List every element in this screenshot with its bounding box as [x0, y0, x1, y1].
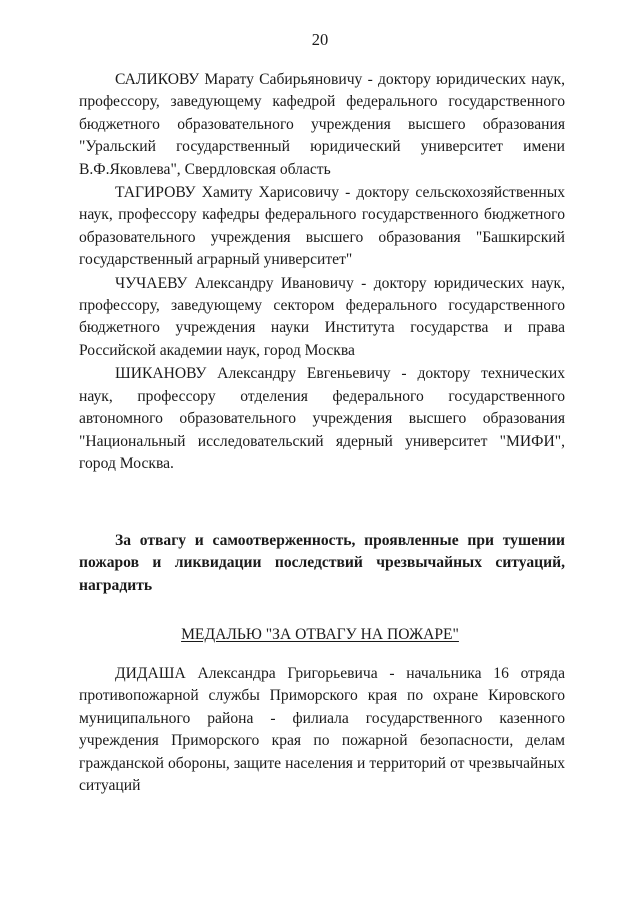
- awardee-list-a: [79, 69, 565, 475]
- awardee-paragraph: САЛИКОВУ Марату Сабирьяновичу - доктору юридических наук, профессору, заведующему кафедрой федерального государственного бюджетного образовательного учреждения высшего образования "Уральский государственный юридический университет имени В.Ф.Яковлева", Свердловская область: [79, 71, 565, 178]
- awardee-paragraph: ЧУЧАЕВУ Александру Ивановичу - доктору юридических наук, профессору, заведующему сектором федерального государственного бюджетного учреждения науки Института государства и права Российской академии наук, город Москва: [79, 274, 565, 359]
- medal-title: [0, 624, 640, 646]
- awardee-list-b: [79, 663, 565, 797]
- medal-title-text: МЕДАЛЬЮ "ЗА ОТВАГУ НА ПОЖАРЕ": [181, 626, 459, 643]
- page-number: 20: [311, 30, 329, 49]
- awardee-paragraph: ШИКАНОВУ Александру Евгеньевичу - доктору технических наук, профессору отделения федерального государственного автономного образовательного учреждения высшего образования "Национальный исследовательский ядерный университет "МИФИ", город Москва.: [79, 365, 565, 472]
- awardee-paragraph: ТАГИРОВУ Хамиту Харисовичу - доктору сельскохозяйственных наук, профессору кафедры федерального государственного бюджетного образовательного учреждения высшего образования "Башкирский государственный аграрный университет": [79, 184, 565, 269]
- awardee-paragraph: ДИДАША Александра Григорьевича - начальника 16 отряда противопожарной службы Приморского края по охране Кировского муниципального района - филиала государственного казенного учреждения Приморского края по пожарной безопасности, делам гражданской обороны, защите населения и территорий от чрезвычайных ситуаций: [79, 665, 565, 795]
- award-heading: За отвагу и самоотверженность, проявленные при тушении пожаров и ликвидации последствий чрезвычайных ситуаций, наградить: [79, 532, 565, 594]
